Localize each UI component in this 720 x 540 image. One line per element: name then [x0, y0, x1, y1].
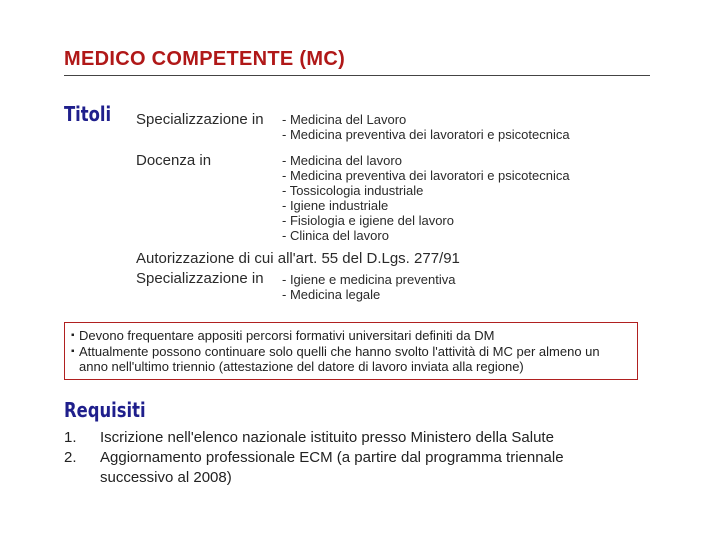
list-item: - Igiene industriale	[282, 198, 389, 213]
slide-title: MEDICO COMPETENTE (MC)	[64, 48, 346, 70]
docenza-list	[282, 153, 570, 243]
list-item: - Medicina preventiva dei lavoratori e psicotecnica	[282, 127, 570, 142]
specializzazione-label: Specializzazione in	[136, 111, 264, 128]
title-divider	[64, 75, 650, 76]
notice-box	[64, 322, 638, 380]
notice-text: Devono frequentare appositi percorsi formativi universitari definiti da DM	[79, 328, 495, 343]
titoli-heading: Titoli	[64, 102, 112, 126]
list-item: - Medicina preventiva dei lavoratori e psicotecnica	[282, 168, 570, 183]
item-text: Iscrizione nell'elenco nazionale istituito presso Ministero della Salute	[100, 429, 554, 446]
item-number: 2.	[64, 449, 77, 466]
list-item: - Tossicologia industriale	[282, 183, 424, 198]
item-text: Aggiornamento professionale ECM (a partire dal programma triennale successivo al 2008)	[100, 449, 564, 486]
specializzazione-list	[282, 112, 570, 142]
list-item: - Medicina legale	[282, 287, 381, 302]
bullet-icon: ▪	[71, 346, 75, 357]
requisiti-list	[64, 428, 624, 488]
list-item: - Igiene e medicina preventiva	[282, 272, 456, 287]
autorizzazione-text: Autorizzazione di cui all'art. 55 del D.Lgs. 277/91	[136, 250, 460, 267]
bullet-icon: ▪	[71, 330, 75, 341]
list-item: - Clinica del lavoro	[282, 228, 389, 243]
requisiti-heading: Requisiti	[64, 398, 146, 422]
docenza-label: Docenza in	[136, 152, 212, 169]
list-item	[64, 448, 624, 488]
specializzazione2-label: Specializzazione in	[136, 270, 264, 287]
notice-text: Attualmente possono continuare solo quelli che hanno svolto l'attività di MC per almeno un anno nell'ultimo triennio (attestazione del datore di lavoro inviata alla regione)	[79, 344, 600, 374]
list-item: - Medicina del Lavoro	[282, 112, 407, 127]
item-number: 1.	[64, 429, 77, 446]
notice-item	[71, 344, 631, 374]
list-item: - Fisiologia e igiene del lavoro	[282, 213, 454, 228]
list-item: - Medicina del lavoro	[282, 153, 402, 168]
specializzazione2-list	[282, 272, 455, 302]
notice-item	[71, 328, 631, 343]
list-item	[64, 428, 624, 448]
